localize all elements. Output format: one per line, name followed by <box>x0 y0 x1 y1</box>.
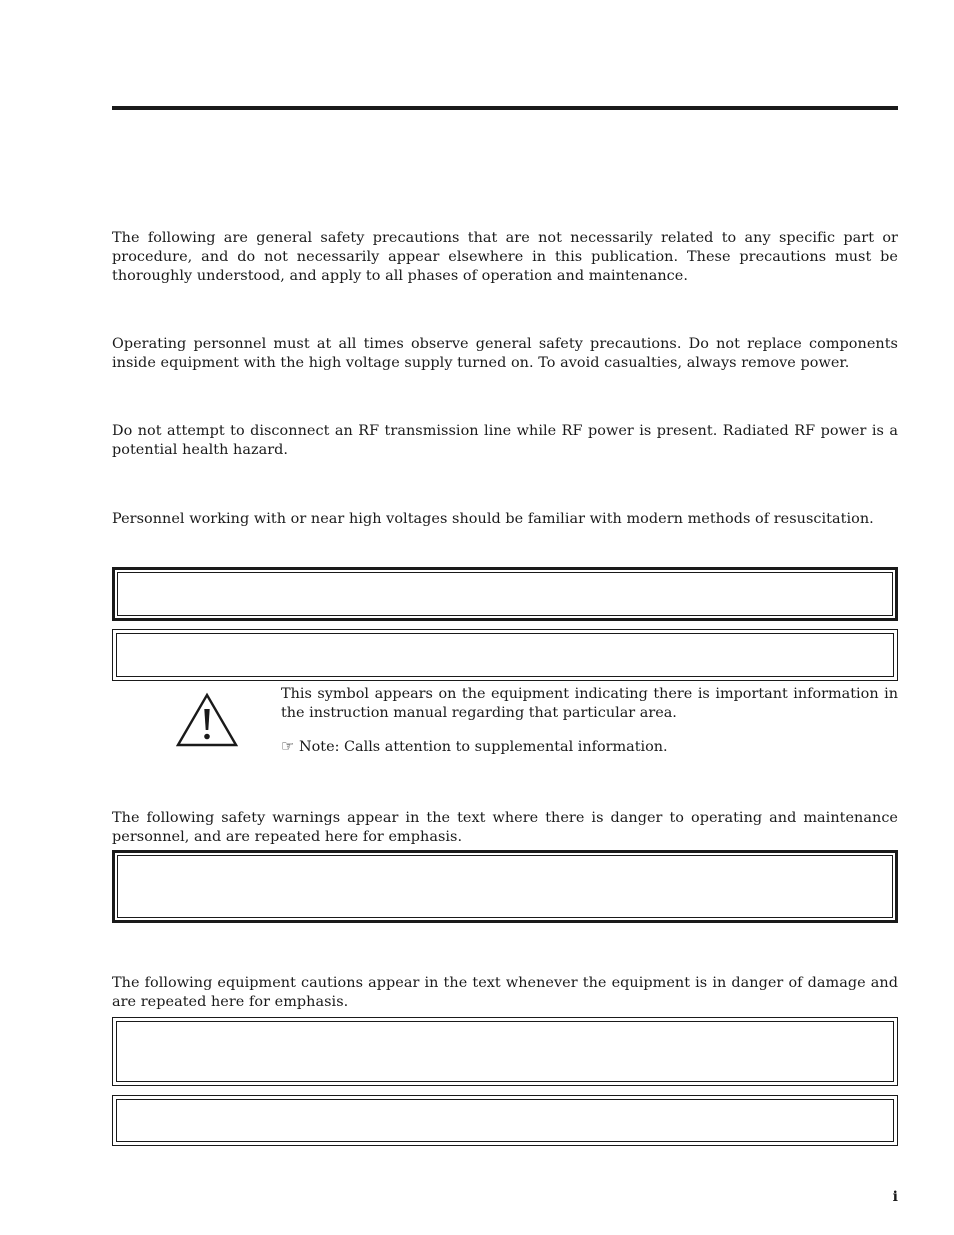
symbol-description: This symbol appears on the equipment indicating there is important information in the instruction manual regarding that particular area. <box>281 686 898 721</box>
warning-box <box>112 567 898 621</box>
safety-warning-box-inner <box>117 855 893 918</box>
page-number: i <box>892 1189 898 1205</box>
equipment-caution-box-2-inner <box>116 1099 894 1142</box>
pointing-hand-icon: ☞ <box>281 737 295 755</box>
warnings-intro-paragraph: The following safety warnings appear in the text where there is danger to operating and maintenance personnel, and are repeated here for emphasis. <box>112 810 898 845</box>
cautions-intro-paragraph: The following equipment cautions appear in the text whenever the equipment is in danger of damage and are repeated here for emphasis. <box>112 975 898 1010</box>
note-line <box>281 737 668 757</box>
caution-box <box>112 629 898 681</box>
general-precautions-paragraph: The following are general safety precautions that are not necessarily related to any specific part or procedure, and do not necessarily appear elsewhere in this publication. These precautions must be thoroughly understood, and apply to all phases of operation and maintenance. <box>112 230 898 284</box>
equipment-caution-box <box>112 1017 898 1086</box>
equipment-caution-box-2 <box>112 1095 898 1146</box>
equipment-caution-box-inner <box>116 1021 894 1082</box>
warning-triangle-icon <box>176 692 238 748</box>
caution-box-inner <box>116 633 894 677</box>
note-text: Note: Calls attention to supplemental information. <box>299 739 668 755</box>
warning-box-inner <box>117 572 893 616</box>
top-rule <box>112 106 898 110</box>
operating-personnel-paragraph: Operating personnel must at all times observe general safety precautions. Do not replace components inside equipment with the high voltage supply turned on. To avoid casualties, always remove power. <box>112 336 898 371</box>
rf-hazard-paragraph: Do not attempt to disconnect an RF transmission line while RF power is present. Radiated RF power is a potential health hazard. <box>112 423 898 458</box>
safety-warning-box <box>112 850 898 923</box>
resuscitation-paragraph: Personnel working with or near high voltages should be familiar with modern methods of resuscitation. <box>112 511 874 527</box>
